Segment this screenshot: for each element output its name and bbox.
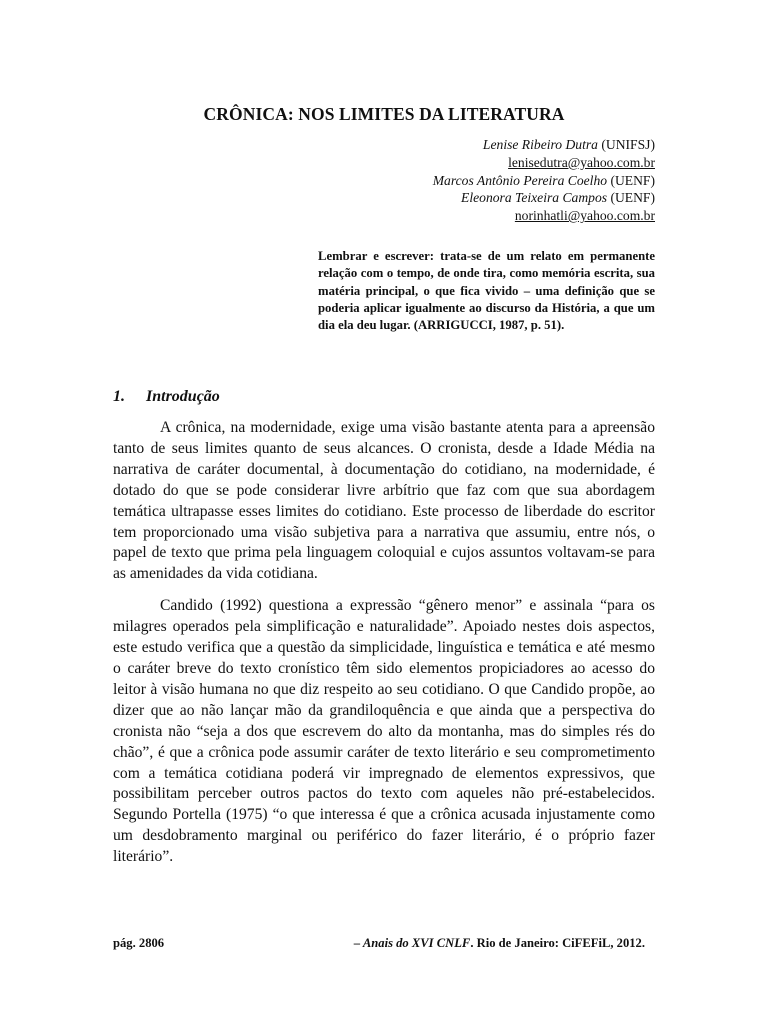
publication-source — [354, 936, 645, 951]
author-line — [433, 172, 655, 190]
author-email-line — [433, 154, 655, 172]
author-email-link[interactable]: lenisedutra@yahoo.com.br — [508, 154, 655, 170]
page-number: pág. 2806 — [113, 936, 165, 950]
epigraph-quote: Lembrar e escrever: trata-se de um relato em permanente relação com o tempo, de onde tira, como memória escrita, sua matéria principal, o que fica vivido – uma definição que se poderia aplicar igualmente ao discurso da História, a que um dia ela deu lugar. (ARRIGUCCI, 1987, p. 51). — [318, 249, 655, 333]
author-name: Lenise Ribeiro Dutra — [482, 137, 598, 152]
section-title: Introdução — [146, 388, 220, 405]
author-email-link[interactable]: norinhatli@yahoo.com.br — [514, 208, 655, 224]
author-email-line — [433, 207, 655, 225]
author-name: Eleonora Teixeira Campos — [461, 190, 608, 206]
paper-title: CRÔNICA: NOS LIMITES DA LITERATURA — [203, 104, 565, 124]
paragraph: Candido (1992) questiona a expressão “gênero menor” e assinala “para os milagres operados pela simplificação e naturalidade”. Apoiado nestes dois aspectos, este estudo verifica que a questão da simplicidade, linguística e temática e até mesmo o caráter breve do texto cronístico têm sido elementos propiciadores ao acesso do leitor à visão humana no que diz respeito ao seu cotidiano. O que Candido propõe, ao dizer que ao não lançar mão da grandiloquência e que ainda que a perspectiva do cronista não “seja a dos que escrevem do alto da montanha, mas do simples rés do chão”, é que a crônica pode assumir caráter de texto literário e seu comprometimento com a temática cotidiana poderá vir impregnado de elementos expressivos, que possibilitam perceber outros pactos do texto com aqueles não pré-estabelecidos. Segundo Portella (1975) “o que interessa é que a crônica acusada injustamente como um desdobramento marginal ou periférico do fazer literário, é o próprio fazer literário”. — [113, 597, 655, 866]
author-line — [433, 189, 655, 207]
paragraph: A crônica, na modernidade, exige uma visão bastante atenta para a apreensão tanto de seus limites quanto de seus alcances. O cronista, desde a Idade Média na narrativa de caráter documental, à documentação do cotidiano, na modernidade, é dotado do que se pode considerar livre arbítrio que faz com que sua abordagem temática ultrapasse esses limites do cotidiano. Este processo de liberdade do escritor tem proporcionado uma visão subjetiva para a narrativa que assumiu, entre nós, o papel de texto que prima pela linguagem coloquial e cujos assuntos voltavam-se para as amenidades da vida cotidiana. — [113, 419, 655, 583]
author-line — [433, 136, 655, 154]
section-heading — [113, 388, 220, 406]
author-name: Marcos Antônio Pereira Coelho — [432, 172, 608, 188]
author-affiliation: (UENF) — [607, 172, 655, 188]
body-text — [113, 418, 655, 879]
author-block — [433, 136, 655, 225]
publication-name: – Anais do XVI CNLF — [353, 936, 471, 950]
author-affiliation: (UENF) — [607, 190, 655, 206]
publication-details: . Rio de Janeiro: CiFEFiL, 2012. — [470, 936, 645, 950]
author-affiliation: (UNIFSJ) — [597, 137, 655, 152]
section-number: 1. — [113, 388, 125, 405]
